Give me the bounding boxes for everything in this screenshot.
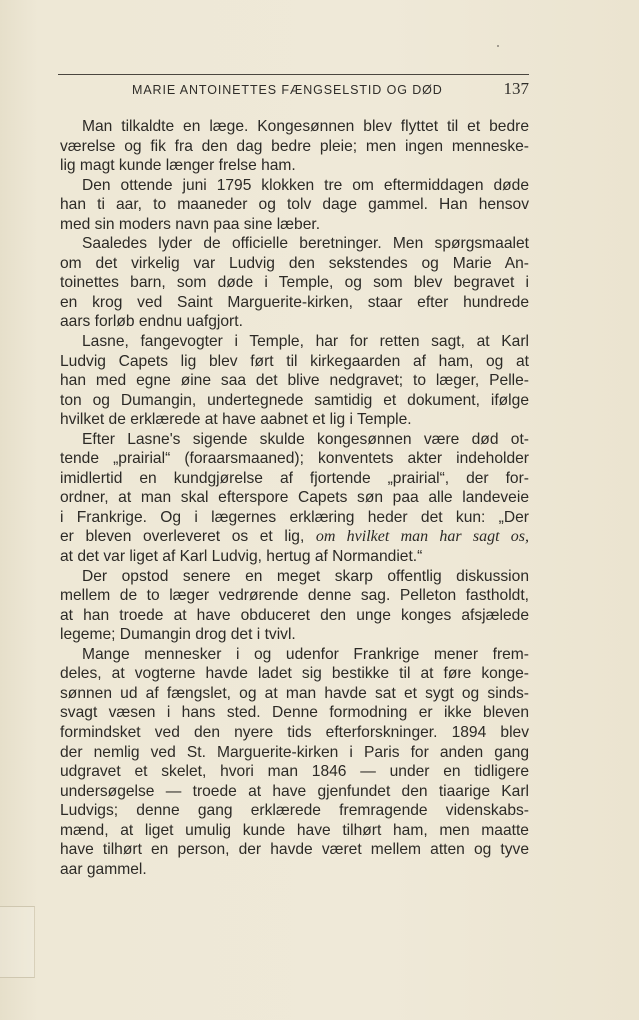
text-line: Ludvig Capets lig blev ført til kirkegaarden af ham, og at [60,352,529,370]
text-line: tende „prairial“ (foraarsmaaned); konventets akter indeholder [60,450,529,468]
text-line [60,527,529,547]
text-line: legeme; Dumangin drog det i tvivl. [60,626,296,644]
text-line: sønnen ud af fængslet, og at man havde sat et sygt og sinds- [60,684,529,702]
text-line: Lasne, fangevogter i Temple, har for retten sagt, at Karl [82,333,529,351]
text-line: hvilket de erklærede at have aabnet et lig i Temple. [60,411,412,429]
paragraph [60,645,529,880]
paragraph [60,567,529,645]
page-number: 137 [503,79,529,98]
text-line: ordner, at man skal efterspore Capets søn paa alle landeveie [60,489,529,507]
text-line: imidlertid en kundgjørelse af fjortende „prairial“, der for- [60,469,529,487]
text-line: Den ottende juni 1795 klokken tre om eftermiddagen døde [82,176,529,194]
text-line: han ti aar, to maaneder og tolv dage gammel. Han hensov [60,196,529,214]
paragraph [60,117,529,176]
italic-quote: om hvilket man har sagt os, [315,528,530,546]
paragraph [60,430,529,567]
text-line: Efter Lasne's sigende skulde kongesønnen være død ot- [82,430,529,448]
paragraph [60,332,529,430]
text-line: deles, at vogterne havde ladet sig bestikke til at føre konge- [60,665,529,683]
body-text [60,117,529,879]
text-line: formindsket ved den nyere tids efterforskninger. 1894 blev [60,723,529,741]
running-title: MARIE ANTOINETTES FÆNGSELSTID OG DØD [132,83,443,97]
text-line: toinettes barn, som døde i Temple, og som blev begravet i [60,274,529,292]
text-line: svagt væsen i hans sted. Denne formodning er ikke bleven [60,704,529,722]
text-line: aar gammel. [60,860,147,878]
text-line: der nemlig ved St. Marguerite-kirken i Paris for anden gang [60,743,529,761]
text-line: Der opstod senere en meget skarp offentlig diskussion [82,567,529,585]
paper-speck [497,45,499,47]
text-line: at det var liget af Karl Ludvig, hertug af Normandiet.“ [60,548,423,566]
text-line: værelse og fik fra den dag bedre pleie; men ingen menneske- [60,137,529,155]
text-line: at han troede at have obduceret den unge konges afsjælede [60,606,529,624]
text-line: mellem de to læger vedrørende denne sag. Pelleton fastholdt, [60,587,529,605]
page-header [58,74,529,99]
text-line: have tilhørt en person, der havde været mellem atten og tyve [60,841,529,859]
text-line: lig magt kunde længer frelse ham. [60,157,296,175]
text-line: han med egne øine saa det blive nedgravet; to læger, Pelle- [60,372,529,390]
text-line: om det virkelig var Ludvig den sekstendes og Marie An- [60,254,529,272]
paragraph [60,234,529,332]
text-line: Ludvigs; denne gang erklærede fremragende videnskabs- [60,802,529,820]
paragraph [60,176,529,235]
text-line: ton og Dumangin, undertegnede samtidig et dokument, ifølge [60,391,529,409]
text-line: undersøgelse — troede at have gjenfundet den tiaarige Karl [60,782,529,800]
text-line: en krog ved Saint Marguerite-kirken, staar efter hundrede [60,293,529,311]
text-line: Mange mennesker i og udenfor Frankrige mener frem- [82,645,529,663]
text-line: med sin moders navn paa sine læber. [60,215,321,233]
text-fragment: er bleven overleveret os et lig, [60,528,316,546]
text-line: Man tilkaldte en læge. Kongesønnen blev flyttet til et bedre [82,118,529,135]
text-line: Saaledes lyder de officielle beretninger. Men spørgsmaalet [82,235,529,253]
text-line: aars forløb endnu uafgjort. [60,313,243,331]
text-line: i Frankrige. Og i lægernes erklæring heder det kun: „Der [60,508,529,526]
page-edge-tab [0,906,35,978]
text-line: udgravet et skelet, hvori man 1846 — under en tidligere [60,763,529,781]
text-line: mænd, at liget umulig kunde have tilhørt ham, men maatte [60,821,529,839]
